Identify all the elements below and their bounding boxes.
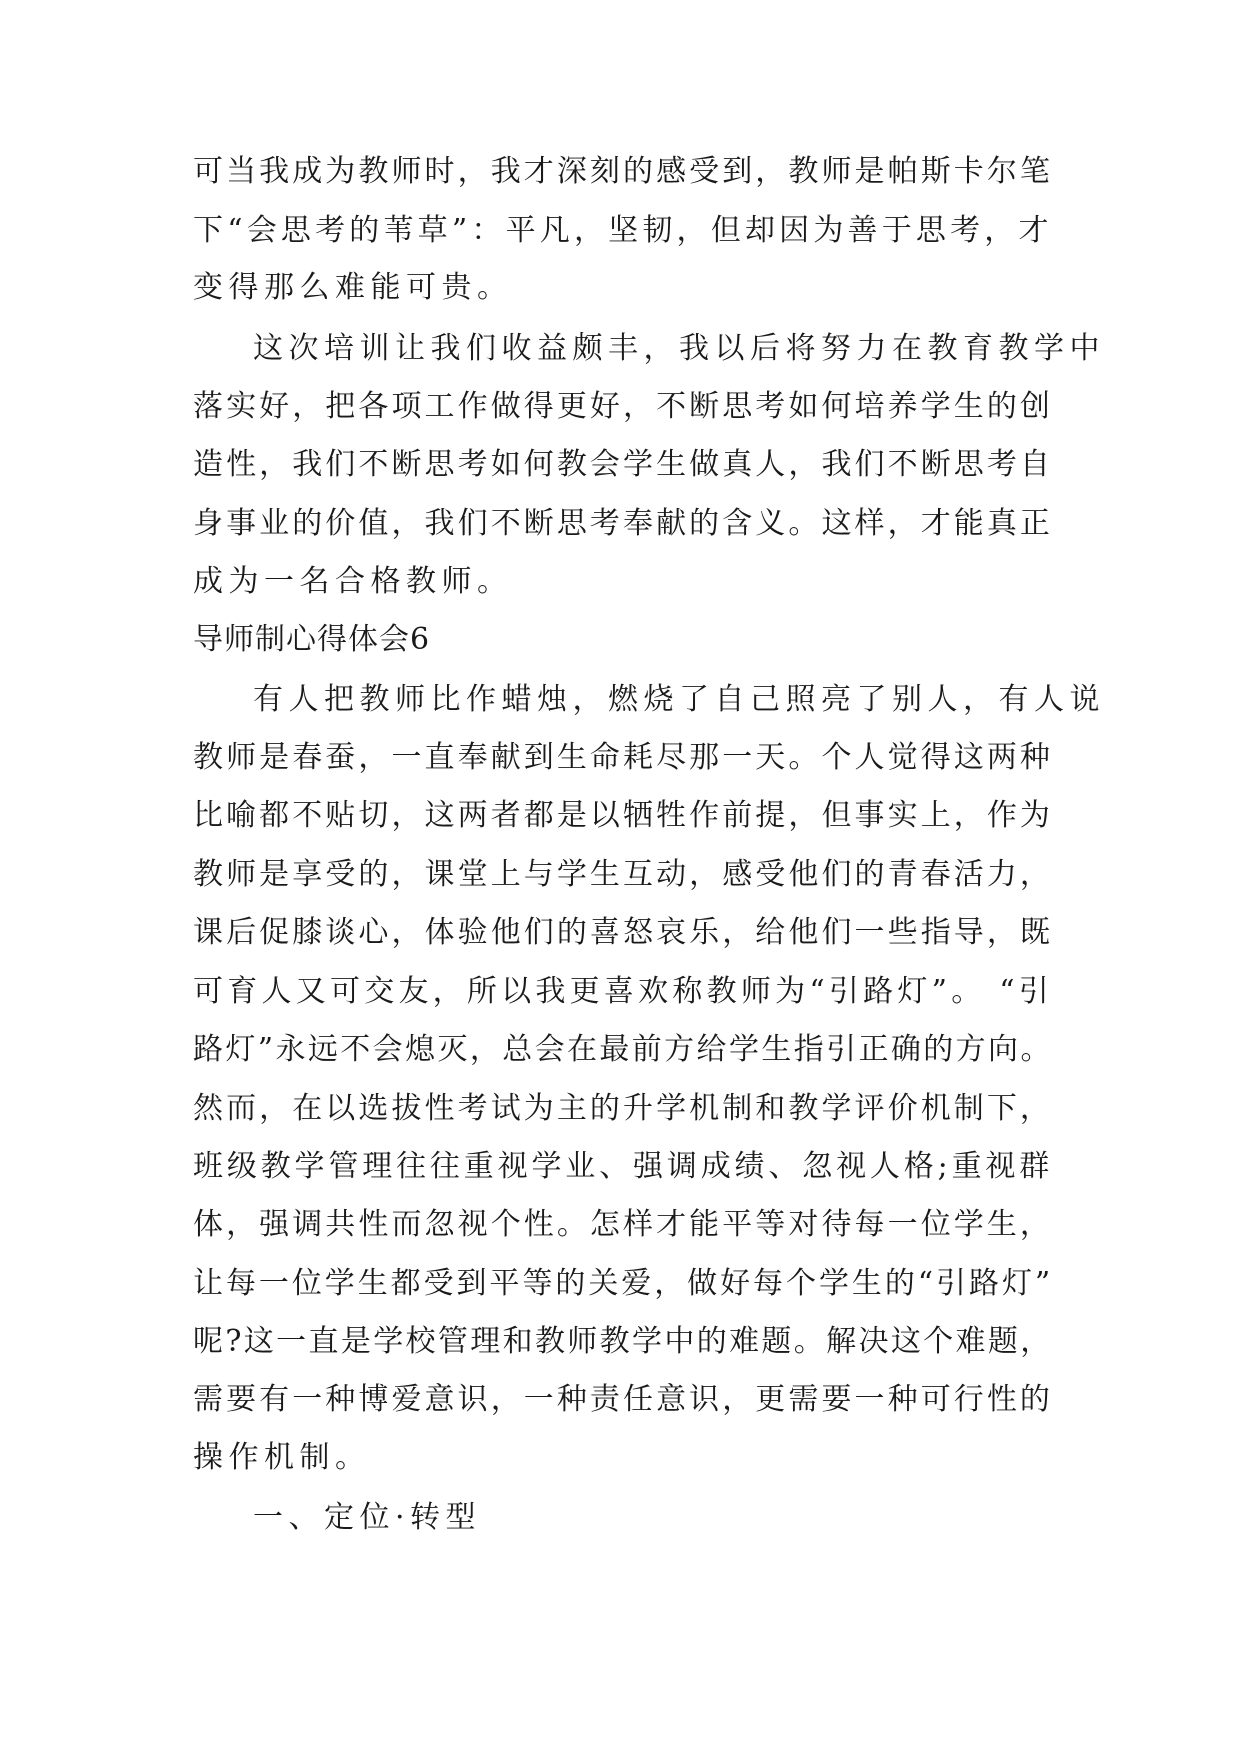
text-line: 落实好，把各项工作做得更好，不断思考如何培养学生的创 [193, 389, 1053, 424]
text-line: 课后促膝谈心，体验他们的喜怒哀乐，给他们一些指导，既 [193, 915, 1053, 950]
text-line: 身事业的价值，我们不断思考奉献的含义。这样，才能真正 [193, 506, 1053, 541]
text-line: 有人把教师比作蜡烛，燃烧了自己照亮了别人，有人说 [253, 682, 1105, 717]
text-line: 需要有一种博爱意识，一种责任意识，更需要一种可行性的 [193, 1382, 1053, 1417]
text-line: 造性，我们不断思考如何教会学生做真人，我们不断思考自 [193, 447, 1053, 482]
text-line: 这次培训让我们收益颇丰，我以后将努力在教育教学中 [253, 331, 1105, 366]
text-line: 呢?这一直是学校管理和教师教学中的难题。解决这个难题， [193, 1324, 1053, 1359]
text-line: 教师是春蚕，一直奉献到生命耗尽那一天。个人觉得这两种 [193, 740, 1053, 775]
text-line: 路灯”永远不会熄灭，总会在最前方给学生指引正确的方向。 [193, 1032, 1053, 1067]
text-line: 体，强调共性而忽视个性。怎样才能平等对待每一位学生， [193, 1207, 1053, 1242]
text-line: 可育人又可交友，所以我更喜欢称教师为“引路灯”。 “引 [193, 974, 1054, 1009]
text-line: 班级教学管理往往重视学业、强调成绩、忽视人格;重视群 [193, 1149, 1054, 1184]
text-line: 可当我成为教师时，我才深刻的感受到，教师是帕斯卡尔笔 [193, 154, 1053, 189]
text-line: 教师是享受的，课堂上与学生互动，感受他们的青春活力， [193, 857, 1053, 892]
section-heading: 导师制心得体会6 [193, 622, 431, 657]
text-line: 成为一名合格教师。 [193, 564, 513, 599]
subsection-heading: 一、定位·转型 [253, 1500, 482, 1535]
text-line: 让每一位学生都受到平等的关爱，做好每个学生的“引路灯” [193, 1266, 1054, 1301]
text-line: 变得那么难能可贵。 [193, 270, 513, 305]
text-line: 比喻都不贴切，这两者都是以牺牲作前提，但事实上，作为 [193, 798, 1053, 833]
text-line: 操作机制。 [193, 1440, 371, 1475]
text-line: 下“会思考的苇草”：平凡，坚韧，但却因为善于思考，才 [193, 213, 1053, 248]
text-line: 然而，在以选拔性考试为主的升学机制和教学评价机制下， [193, 1091, 1053, 1126]
